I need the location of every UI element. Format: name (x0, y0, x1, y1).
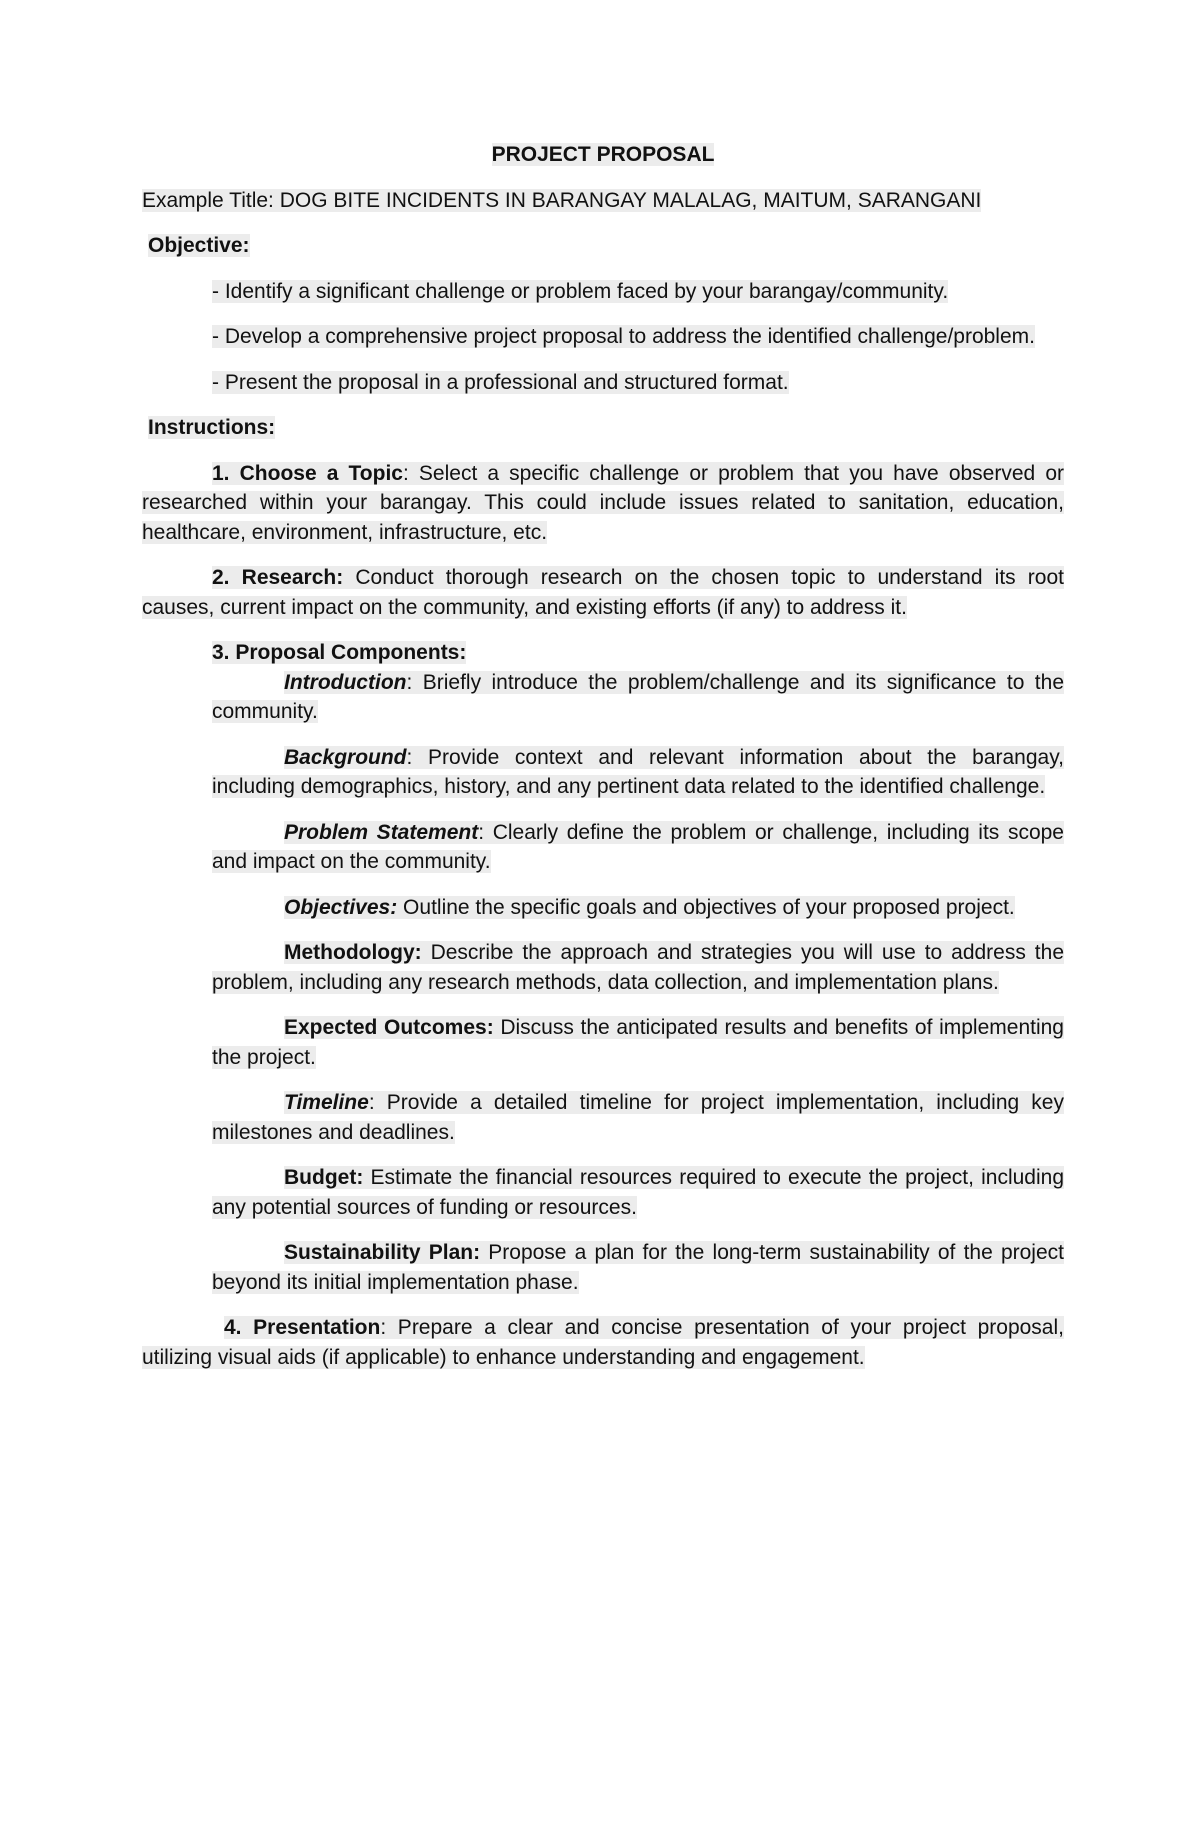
instruction-step-3: 3. Proposal Components: (212, 641, 467, 664)
instruction-step-1-text: : Select a specific challenge or problem that you have observed or researched within your barangay. This could include issues related to sanitation, education, healthcare, environment, infrastructure, etc. (142, 461, 1064, 544)
component-budget: Budget: Estimate the financial resources required to execute the project, including any potential sources of funding or resources. (212, 1166, 1064, 1219)
instruction-step-4-label: 4. Presentation (224, 1316, 381, 1339)
component-sustainability-plan: Sustainability Plan: Propose a plan for the long-term sustainability of the project beyond its initial implementation phase. (212, 1241, 1064, 1294)
objective-item-2: - Develop a comprehensive project proposal to address the identified challenge/problem. (212, 325, 1035, 348)
instruction-step-4-text: : Prepare a clear and concise presentation of your project proposal, utilizing visual aids (if applicable) to enhance understanding and engagement. (142, 1316, 1064, 1369)
component-timeline: Timeline: Provide a detailed timeline for project implementation, including key milestones and deadlines. (212, 1091, 1064, 1144)
component-expected-outcomes: Expected Outcomes: Discuss the anticipated results and benefits of implementing the project. (212, 1016, 1064, 1069)
instruction-step-1-label: 1. Choose a Topic (212, 461, 403, 485)
objective-heading: Objective: (148, 234, 250, 257)
component-objectives: Objectives: Outline the specific goals and objectives of your proposed project. (284, 895, 1015, 919)
instruction-step-2 (142, 563, 1064, 622)
document-body (142, 140, 1064, 1388)
objective-item-3: - Present the proposal in a professional and structured format. (212, 370, 789, 394)
component-problem-statement: Problem Statement: Clearly define the problem or challenge, including its scope and impact on the community. (212, 820, 1064, 873)
instruction-step-4 (142, 1313, 1064, 1372)
objective-item-1: - Identify a significant challenge or problem faced by your barangay/community. (212, 279, 949, 303)
instruction-step-1 (142, 459, 1064, 548)
instructions-heading: Instructions: (148, 416, 276, 439)
component-background: Background: Provide context and relevant information about the barangay, including demographics, history, and any pertinent data related to the identified challenge. (212, 745, 1064, 798)
component-introduction: Introduction: Briefly introduce the problem/challenge and its significance to the community. (212, 670, 1064, 723)
instruction-step-2-text: Conduct thorough research on the chosen topic to understand its root causes, current impact on the community, and existing efforts (if any) to address it. (142, 566, 1064, 619)
example-title: Example Title: DOG BITE INCIDENTS IN BARANGAY MALALAG, MAITUM, SARANGANI (142, 188, 982, 212)
component-methodology: Methodology: Describe the approach and strategies you will use to address the problem, including any research methods, data collection, and implementation plans. (212, 941, 1064, 994)
document-title: PROJECT PROPOSAL (491, 143, 715, 166)
instruction-step-2-label: 2. Research: (212, 566, 344, 589)
